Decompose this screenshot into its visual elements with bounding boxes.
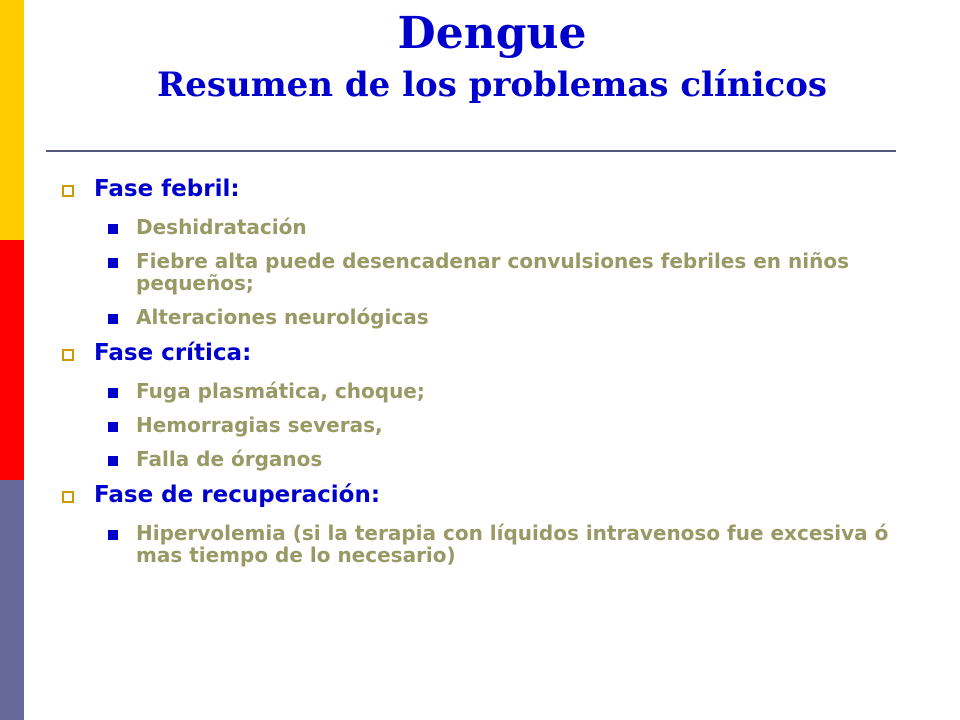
list-item-text: Fuga plasmática, choque; bbox=[136, 379, 425, 403]
section-heading-label: Fase de recuperación: bbox=[94, 482, 381, 508]
slide-content bbox=[60, 174, 920, 566]
filled-square-bullet-icon bbox=[108, 258, 118, 268]
list-item bbox=[60, 380, 920, 402]
list-item-text: Hipervolemia (si la terapia con líquidos intravenoso fue excesiva ó mas tiempo de lo necesario) bbox=[136, 521, 889, 567]
square-bullet-icon bbox=[62, 185, 74, 197]
list-item-text: Fiebre alta puede desencadenar convulsiones febriles en niños pequeños; bbox=[136, 249, 849, 295]
list-item-text: Hemorragias severas, bbox=[136, 413, 383, 437]
title-block bbox=[24, 6, 960, 108]
slide-title: Dengue bbox=[397, 8, 587, 59]
square-bullet-icon bbox=[62, 491, 74, 503]
side-bar-yellow bbox=[0, 0, 24, 240]
filled-square-bullet-icon bbox=[108, 456, 118, 466]
list-item bbox=[60, 216, 920, 238]
side-bar-slate bbox=[0, 480, 24, 720]
filled-square-bullet-icon bbox=[108, 224, 118, 234]
section-heading-febril bbox=[60, 174, 920, 204]
section-heading-recuperacion bbox=[60, 480, 920, 510]
list-item-text: Deshidratación bbox=[136, 215, 307, 239]
title-divider bbox=[46, 150, 896, 152]
section-heading-label: Fase crítica: bbox=[94, 340, 252, 366]
list-item bbox=[60, 414, 920, 436]
list-item-text: Falla de órganos bbox=[136, 447, 323, 471]
list-item-text: Alteraciones neurológicas bbox=[136, 305, 429, 329]
slide-subtitle: Resumen de los problemas clínicos bbox=[156, 65, 828, 105]
section-heading-label: Fase febril: bbox=[94, 176, 240, 202]
list-item bbox=[60, 522, 920, 566]
filled-square-bullet-icon bbox=[108, 422, 118, 432]
filled-square-bullet-icon bbox=[108, 530, 118, 540]
filled-square-bullet-icon bbox=[108, 314, 118, 324]
list-item bbox=[60, 250, 920, 294]
side-bar-red bbox=[0, 240, 24, 480]
section-heading-critica bbox=[60, 338, 920, 368]
list-item bbox=[60, 448, 920, 470]
filled-square-bullet-icon bbox=[108, 388, 118, 398]
list-item bbox=[60, 306, 920, 328]
square-bullet-icon bbox=[62, 349, 74, 361]
